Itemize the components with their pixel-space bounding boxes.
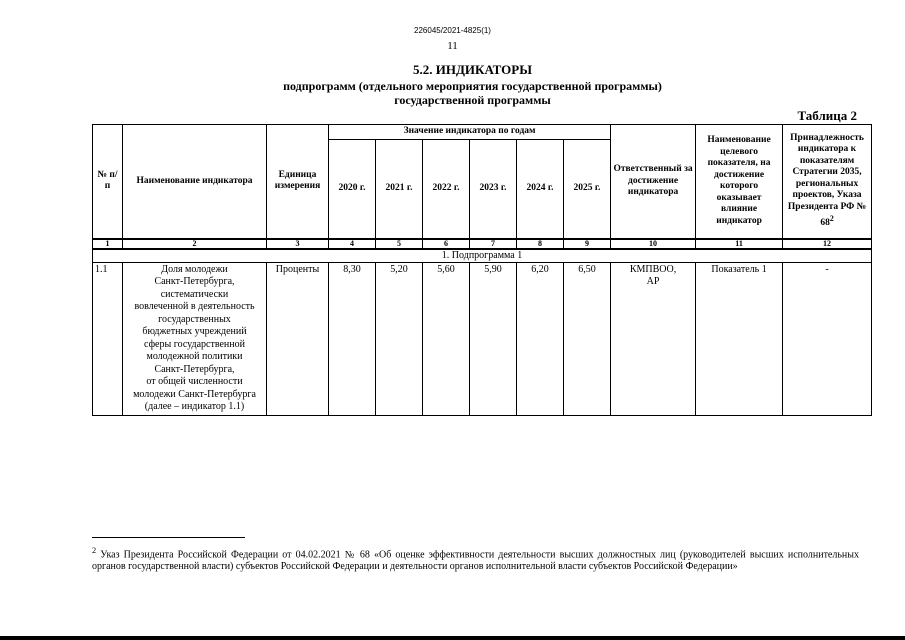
- name-line: от общей численности: [146, 376, 243, 387]
- table-label: Таблица 2: [797, 108, 857, 123]
- footnote-ref: 2: [829, 214, 834, 224]
- subprogram-row: 1. Подпрограмма 1: [93, 249, 872, 263]
- header-unit: Единица измерения: [267, 125, 329, 239]
- header-values-by-year: Значение индикатора по годам: [329, 125, 611, 140]
- footnote-text: Указ Президента Российской Федерации от 04.02.2021 № 68 «Об оценке эффективности деятельности высших должностных лиц (руководителей высших исполнительных органов государственной власти) субъектов Российской Федерации и деятельности органов исполнительной власти субъектов Российской Федерации»: [92, 549, 859, 573]
- subtitle-line-1: подпрограмм (отдельного мероприятия государственной программы): [283, 79, 662, 93]
- header-belonging: [783, 125, 872, 239]
- column-number: 12: [783, 239, 872, 249]
- section-title: 5.2. ИНДИКАТОРЫ: [412, 62, 533, 77]
- column-number: 8: [517, 239, 564, 249]
- responsible-line-2: АР: [646, 276, 660, 287]
- column-number: 9: [564, 239, 611, 249]
- table-row: [93, 262, 872, 415]
- name-line: бюджетных учреждений: [142, 326, 247, 337]
- column-number: 3: [267, 239, 329, 249]
- row-unit: Проценты: [267, 262, 329, 415]
- column-number: 10: [611, 239, 696, 249]
- row-target: Показатель 1: [696, 262, 783, 415]
- subtitle-line-2: государственной программы: [394, 93, 551, 107]
- row-value-2024: 6,20: [517, 262, 564, 415]
- row-num: 1.1: [93, 262, 123, 415]
- row-responsible: [611, 262, 696, 415]
- header-year: 2025 г.: [564, 139, 611, 239]
- column-number: 11: [696, 239, 783, 249]
- name-line: сферы государственной: [144, 338, 245, 350]
- column-number: 1: [93, 239, 123, 249]
- footnote-marker: 2: [92, 546, 97, 555]
- column-number: 7: [470, 239, 517, 249]
- indicators-table: [92, 124, 872, 416]
- footnote: [92, 545, 859, 573]
- row-value-2020: 8,30: [329, 262, 376, 415]
- name-line: молодежи Санкт-Петербурга: [133, 388, 256, 400]
- header-year: 2020 г.: [329, 139, 376, 239]
- column-number: 4: [329, 239, 376, 249]
- header-name: Наименование индикатора: [123, 125, 267, 239]
- name-line: государственных: [158, 313, 231, 325]
- name-line: систематически: [160, 288, 229, 300]
- row-indicator-name: [123, 262, 267, 415]
- header-year: 2023 г.: [470, 139, 517, 239]
- header-responsible: Ответственный за достижение индикатора: [611, 125, 696, 239]
- name-line: вовлеченной в деятельность: [134, 301, 255, 312]
- page-bottom-border: [0, 636, 905, 640]
- row-belonging: -: [783, 262, 872, 415]
- footnote-separator: [92, 537, 245, 538]
- row-value-2023: 5,90: [470, 262, 517, 415]
- column-number: 5: [376, 239, 423, 249]
- name-line: Санкт-Петербурга,: [154, 276, 235, 287]
- row-value-2022: 5,60: [423, 262, 470, 415]
- header-year: 2022 г.: [423, 139, 470, 239]
- name-line: (далее – индикатор 1.1): [144, 401, 245, 412]
- document-id: 226045/2021-4825(1): [414, 26, 491, 35]
- page-number: 11: [447, 40, 458, 52]
- column-number: 2: [123, 239, 267, 249]
- row-value-2021: 5,20: [376, 262, 423, 415]
- header-target-name: Наименование целевого показателя, на достижение которого оказывает влияние индикатор: [696, 125, 783, 239]
- column-number: 6: [423, 239, 470, 249]
- header-num: № п/п: [93, 125, 123, 239]
- row-value-2025: 6,50: [564, 262, 611, 415]
- responsible-line-1: КМПВОО,: [629, 263, 677, 275]
- section-subtitle: [0, 79, 905, 107]
- name-line: Доля молодежи: [161, 263, 228, 275]
- name-line: молодежной политики: [146, 351, 243, 362]
- header-year: 2024 г.: [517, 139, 564, 239]
- header-year: 2021 г.: [376, 139, 423, 239]
- header-belonging-text: Принадлежность индикатора к показателям Стратегии 2035, региональных проектов, Указа Президента РФ № 68: [787, 132, 867, 229]
- name-line: Санкт-Петербурга,: [154, 363, 235, 375]
